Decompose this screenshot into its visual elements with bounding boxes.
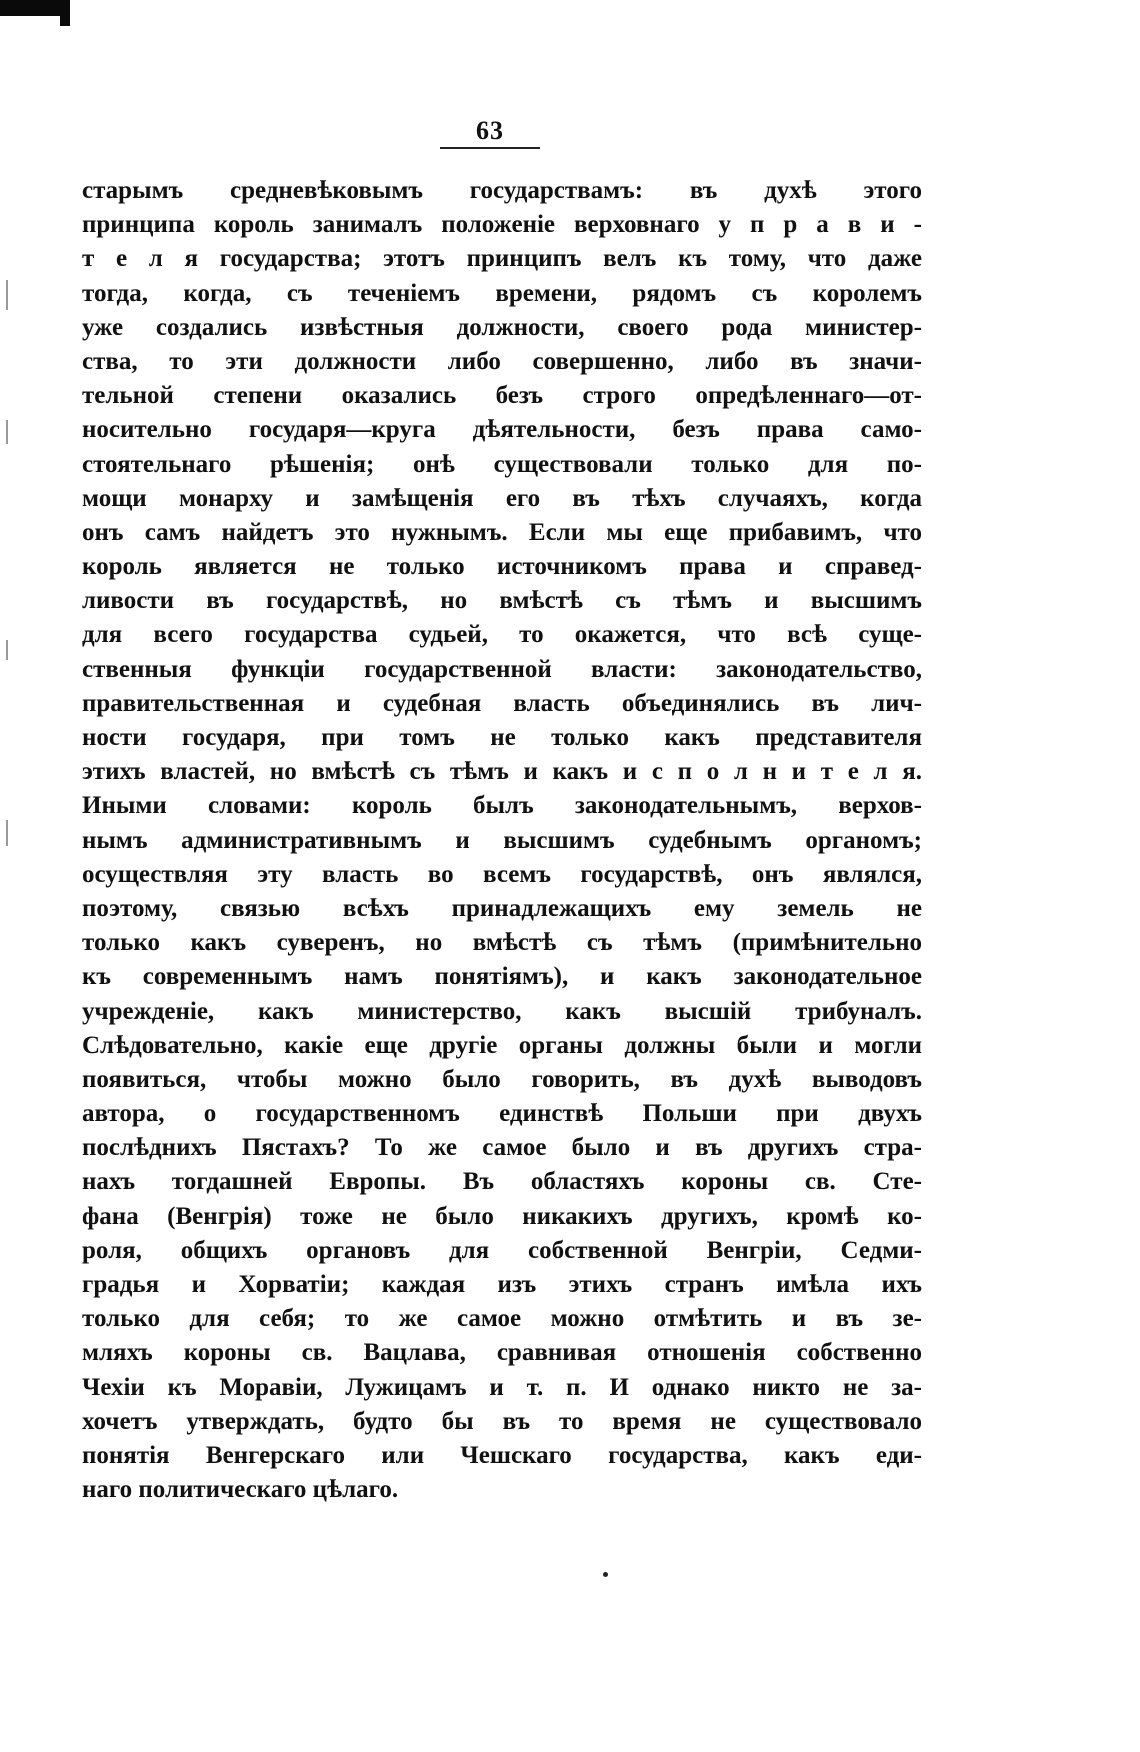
text-line: поэтому, связью всѣхъ принадлежащихъ ему земель не — [82, 894, 922, 922]
text-line: мляхъ короны св. Вацлава, сравнивая отношенiя собственно — [82, 1339, 922, 1367]
body-text — [82, 174, 922, 1507]
page-number-rule — [440, 147, 540, 149]
scan-corner-mark — [0, 0, 70, 16]
text-line: Иными словами: король былъ законодательнымъ, верхов- — [82, 792, 922, 820]
ink-dot — [603, 1572, 608, 1577]
text-line: мощи монарху и замѣщенiя его въ тѣхъ случаяхъ, когда — [82, 484, 922, 512]
text-line: осуществляя эту власть во всемъ государствѣ, онъ являлся, — [82, 860, 922, 888]
text-line: къ современнымъ намъ понятiямъ), и какъ законодательное — [82, 963, 922, 991]
text-line: тельной степени оказались безъ строго опредѣленнаго—от- — [82, 382, 922, 410]
text-line: только для себя; то же самое можно отмѣтить и въ зе- — [82, 1305, 922, 1333]
text-line: понятiя Венгерскаго или Чешскаго государства, какъ еди- — [82, 1441, 922, 1469]
text-line-final: наго политическаго цѣлаго. — [82, 1476, 399, 1504]
page-number: 63 — [476, 116, 504, 145]
text-line: этихъ властей, но вмѣстѣ съ тѣмъ и какъ и с п о л н и т е л я. — [82, 758, 922, 786]
text-line: ливости въ государствѣ, но вмѣстѣ съ тѣмъ и высшимъ — [82, 587, 922, 615]
text-line: ственныя функцiи государственной власти: законодательство, — [82, 655, 922, 683]
text-line: послѣднихъ Пястахъ? То же самое было и въ другихъ стра- — [82, 1134, 922, 1162]
text-line: король является не только источникомъ права и справед- — [82, 553, 922, 581]
scan-edge-mark — [6, 280, 8, 310]
text-line: Слѣдовательно, какiе еще другiе органы должны были и могли — [82, 1031, 922, 1059]
text-line: тогда, когда, съ теченiемъ времени, рядомъ съ королемъ — [82, 279, 922, 307]
text-line: роля, общихъ органовъ для собственной Венгрiи, Седми- — [82, 1236, 922, 1264]
text-line: только какъ суверенъ, но вмѣстѣ съ тѣмъ (примѣнительно — [82, 929, 922, 957]
text-line: нахъ тогдашней Европы. Въ областяхъ короны св. Сте- — [82, 1168, 922, 1196]
text-line: фана (Венгрiя) тоже не было никакихъ другихъ, кромѣ ко- — [82, 1202, 922, 1230]
text-line: принципа король занималъ положенiе верховнаго у п р а в и - — [82, 211, 922, 239]
text-line: появиться, чтобы можно было говорить, въ духѣ выводовъ — [82, 1065, 922, 1093]
text-line: нымъ административнымъ и высшимъ судебнымъ органомъ; — [82, 826, 922, 854]
text-line: ства, то эти должности либо совершенно, либо въ значи- — [82, 347, 922, 375]
text-line: Чехiи къ Моравiи, Лужицамъ и т. п. И однако никто не за- — [82, 1373, 922, 1401]
scan-edge-mark — [6, 640, 8, 660]
text-line: ности государя, при томъ не только какъ представителя — [82, 724, 922, 751]
text-line: градья и Хорватiи; каждая изъ этихъ странъ имѣла ихъ — [82, 1271, 922, 1298]
text-line: носительно государя—круга дѣятельности, безъ права само- — [82, 416, 922, 444]
text-line: правительственная и судебная власть объединялись въ лич- — [82, 689, 922, 717]
text-line: уже создались извѣстныя должности, своего рода министер- — [82, 313, 922, 341]
text-line: учрежденiе, какъ министерство, какъ высшiй трибуналъ. — [82, 997, 922, 1025]
text-line: стоятельнаго рѣшенiя; онѣ существовали только для по- — [82, 450, 922, 478]
text-line: онъ самъ найдетъ это нужнымъ. Если мы еще прибавимъ, что — [82, 518, 922, 546]
scan-edge-mark — [6, 820, 8, 846]
scan-edge-mark — [6, 420, 8, 444]
text-line: т е л я государства; этотъ принципъ велъ къ тому, что даже — [82, 245, 922, 273]
text-line: автора, о государственномъ единствѣ Польши при двухъ — [82, 1100, 922, 1128]
text-line: для всего государства судьей, то окажется, что всѣ суще- — [82, 621, 922, 649]
text-line: старымъ средневѣковымъ государствамъ: въ духѣ этого — [82, 177, 922, 204]
text-line: хочетъ утверждать, будто бы въ то время не существовало — [82, 1407, 922, 1435]
